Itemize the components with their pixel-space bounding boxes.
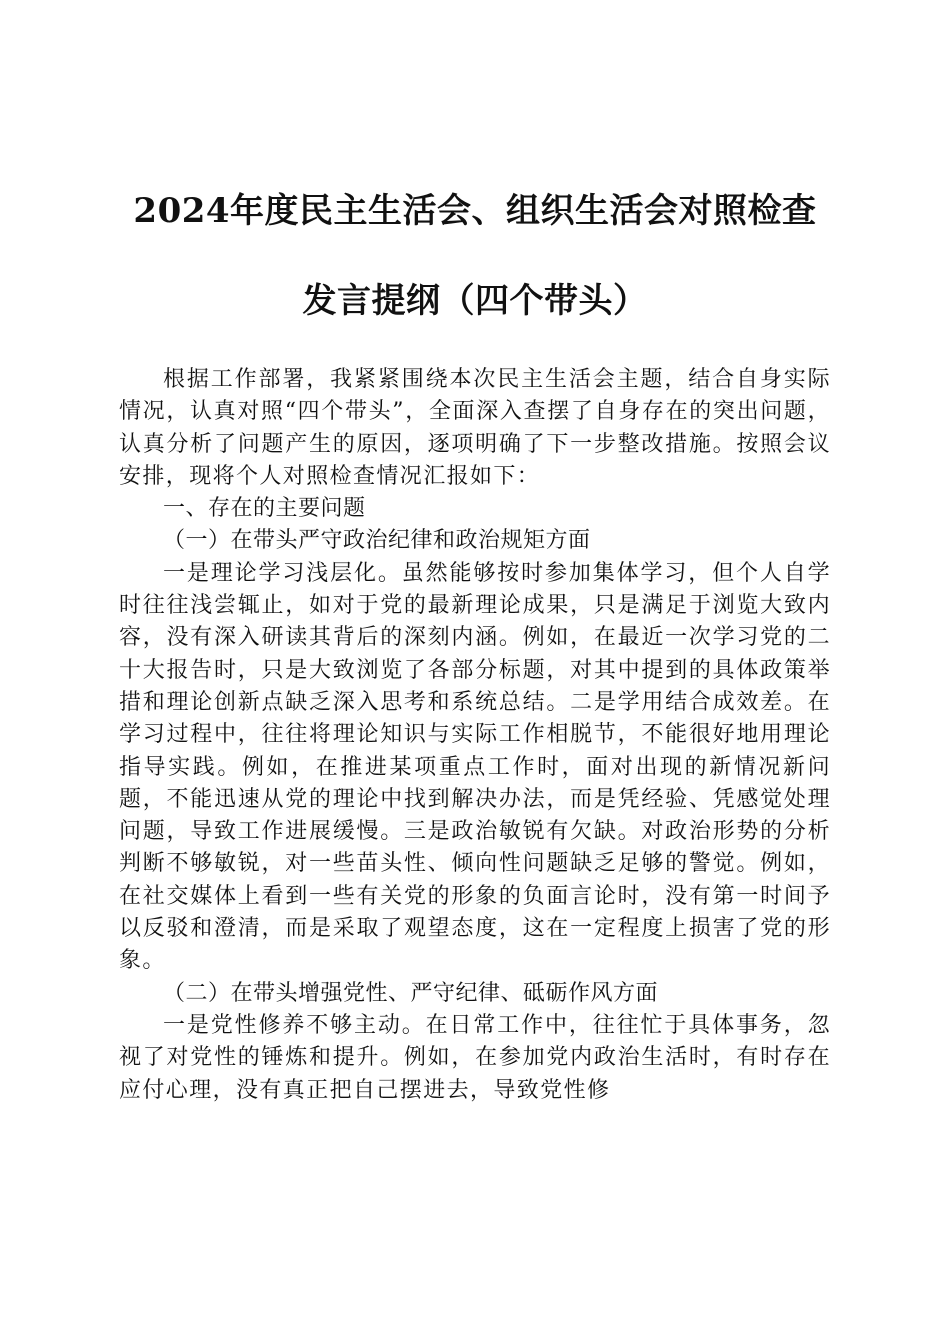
document-body — [119, 364, 831, 1107]
subsection-body-political-discipline: 一是理论学习浅层化。虽然能够按时参加集体学习，但个人自学时往往浅尝辄止，如对于党的最新理论成果，只是满足于浏览大致内容，没有深入研读其背后的深刻内涵。例如，在最近一次学习党的二十大报告时，只是大致浏览了各部分标题，对其中提到的具体政策举措和理论创新点缺乏深入思考和系统总结。二是学用结合成效差。在学习过程中，往往将理论知识与实际工作相脱节，不能很好地用理论指导实践。例如，在推进某项重点工作时，面对出现的新情况新问题，不能迅速从党的理论中找到解决办法，而是凭经验、凭感觉处理问题，导致工作进展缓慢。三是政治敏锐有欠缺。对政治形势的分析判断不够敏锐，对一些苗头性、倾向性问题缺乏足够的警觉。例如，在社交媒体上看到一些有关党的形象的负面言论时，没有第一时间予以反驳和澄清，而是采取了观望态度，这在一定程度上损害了党的形象。 — [119, 560, 831, 974]
subsection-heading-party-spirit: （二）在带头增强党性、严守纪律、砥砺作风方面 — [163, 980, 659, 1006]
intro-paragraph: 根据工作部署，我紧紧围绕本次民主生活会主题，结合自身实际情况，认真对照“四个带头”，全面深入查摆了自身存在的突出问题，认真分析了问题产生的原因，逐项明确了下一步整改措施。按照会议安排，现将个人对照检查情况汇报如下： — [119, 367, 831, 489]
subsection-heading-political-discipline: （一）在带头严守政治纪律和政治规矩方面 — [163, 528, 591, 554]
title-line-1: 2024年度民主生活会、组织生活会对照检查 — [133, 191, 817, 231]
title-line-2: 发言提纲（四个带头） — [302, 281, 648, 321]
section-heading-problems: 一、存在的主要问题 — [163, 496, 366, 522]
document-title — [100, 166, 850, 346]
subsection-body-party-spirit: 一是党性修养不够主动。在日常工作中，往往忙于具体事务，忽视了对党性的锤炼和提升。例如，在参加党内政治生活时，有时存在应付心理，没有真正把自己摆进去，导致党性修 — [119, 1012, 831, 1103]
